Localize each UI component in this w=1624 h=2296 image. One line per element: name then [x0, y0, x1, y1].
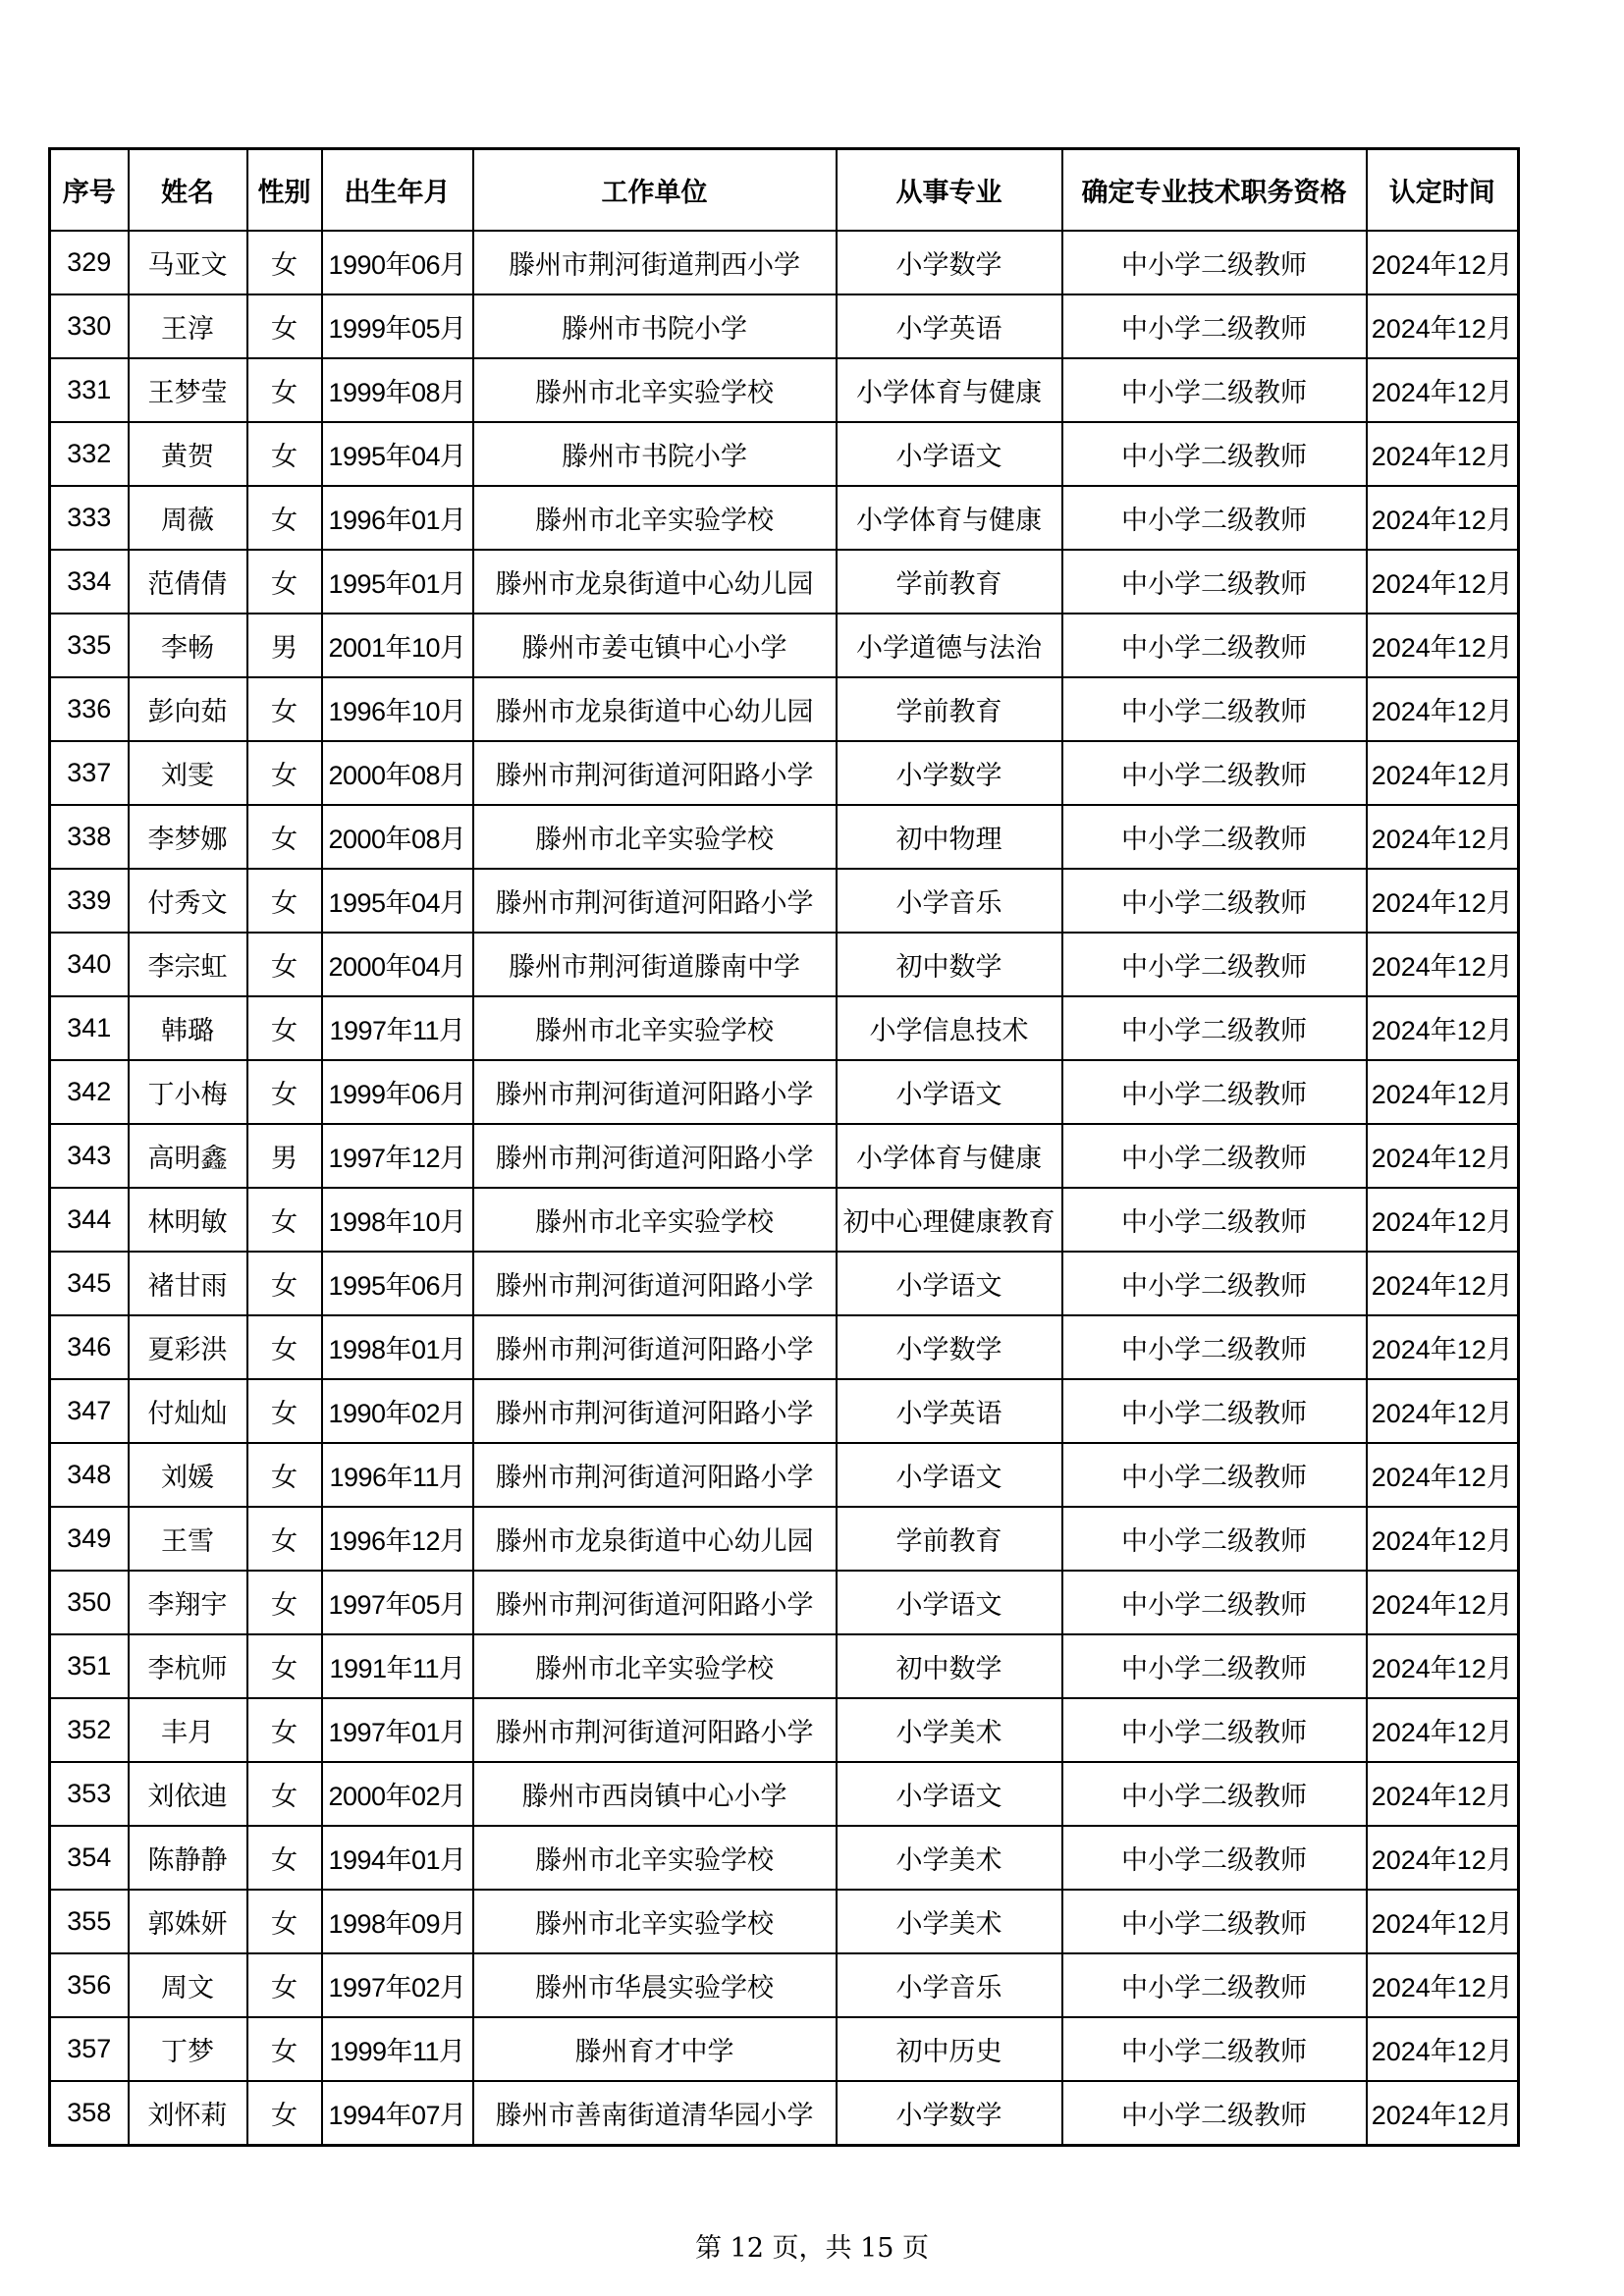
cell-certified-time: 2024年12月 [1367, 1507, 1519, 1571]
cell-certified-time: 2024年12月 [1367, 996, 1519, 1060]
cell-certified-time: 2024年12月 [1367, 1634, 1519, 1698]
cell-gender: 女 [247, 2081, 322, 2146]
cell-serial: 339 [50, 869, 129, 933]
cell-certified-time: 2024年12月 [1367, 614, 1519, 677]
cell-serial: 333 [50, 486, 129, 550]
cell-certified-time: 2024年12月 [1367, 1443, 1519, 1507]
table-row [50, 1188, 1519, 1252]
cell-major: 小学数学 [837, 231, 1062, 294]
cell-major: 初中心理健康教育 [837, 1188, 1062, 1252]
cell-birth-date: 2001年10月 [322, 614, 473, 677]
cell-certified-time: 2024年12月 [1367, 1698, 1519, 1762]
cell-major: 小学体育与健康 [837, 1124, 1062, 1188]
cell-qualification: 中小学二级教师 [1062, 2017, 1367, 2081]
cell-qualification: 中小学二级教师 [1062, 1315, 1367, 1379]
cell-name: 马亚文 [129, 231, 247, 294]
cell-major: 小学信息技术 [837, 996, 1062, 1060]
cell-workplace: 滕州市书院小学 [473, 294, 837, 358]
cell-gender: 女 [247, 1188, 322, 1252]
cell-workplace: 滕州市荆河街道河阳路小学 [473, 1124, 837, 1188]
cell-birth-date: 1990年06月 [322, 231, 473, 294]
table-row [50, 486, 1519, 550]
cell-serial: 356 [50, 1953, 129, 2017]
table-row [50, 231, 1519, 294]
cell-qualification: 中小学二级教师 [1062, 294, 1367, 358]
cell-major: 小学语文 [837, 1571, 1062, 1634]
cell-name: 刘媛 [129, 1443, 247, 1507]
cell-birth-date: 1998年01月 [322, 1315, 473, 1379]
table-row [50, 614, 1519, 677]
cell-major: 学前教育 [837, 1507, 1062, 1571]
cell-qualification: 中小学二级教师 [1062, 741, 1367, 805]
cell-name: 彭向茹 [129, 677, 247, 741]
cell-serial: 337 [50, 741, 129, 805]
cell-certified-time: 2024年12月 [1367, 486, 1519, 550]
cell-name: 王淳 [129, 294, 247, 358]
cell-name: 高明鑫 [129, 1124, 247, 1188]
cell-gender: 女 [247, 805, 322, 869]
cell-birth-date: 1999年05月 [322, 294, 473, 358]
cell-birth-date: 1997年11月 [322, 996, 473, 1060]
cell-qualification: 中小学二级教师 [1062, 1890, 1367, 1953]
cell-gender: 女 [247, 1698, 322, 1762]
cell-qualification: 中小学二级教师 [1062, 1571, 1367, 1634]
table-row [50, 2017, 1519, 2081]
cell-serial: 350 [50, 1571, 129, 1634]
cell-gender: 女 [247, 422, 322, 486]
cell-serial: 357 [50, 2017, 129, 2081]
cell-name: 丁小梅 [129, 1060, 247, 1124]
cell-workplace: 滕州市荆河街道河阳路小学 [473, 1379, 837, 1443]
cell-major: 初中物理 [837, 805, 1062, 869]
cell-workplace: 滕州市荆河街道河阳路小学 [473, 1252, 837, 1315]
cell-major: 小学语文 [837, 1060, 1062, 1124]
cell-gender: 女 [247, 2017, 322, 2081]
cell-serial: 345 [50, 1252, 129, 1315]
cell-birth-date: 2000年08月 [322, 741, 473, 805]
cell-workplace: 滕州市荆河街道河阳路小学 [473, 1698, 837, 1762]
cell-qualification: 中小学二级教师 [1062, 486, 1367, 550]
cell-serial: 338 [50, 805, 129, 869]
cell-name: 刘雯 [129, 741, 247, 805]
cell-qualification: 中小学二级教师 [1062, 358, 1367, 422]
cell-qualification: 中小学二级教师 [1062, 1124, 1367, 1188]
table-row [50, 1571, 1519, 1634]
cell-gender: 女 [247, 677, 322, 741]
cell-serial: 351 [50, 1634, 129, 1698]
cell-qualification: 中小学二级教师 [1062, 2081, 1367, 2146]
cell-workplace: 滕州市荆河街道河阳路小学 [473, 869, 837, 933]
cell-major: 小学语文 [837, 422, 1062, 486]
cell-major: 学前教育 [837, 550, 1062, 614]
cell-serial: 341 [50, 996, 129, 1060]
table-row [50, 294, 1519, 358]
cell-workplace: 滕州育才中学 [473, 2017, 837, 2081]
cell-gender: 女 [247, 1634, 322, 1698]
cell-qualification: 中小学二级教师 [1062, 677, 1367, 741]
cell-gender: 女 [247, 1379, 322, 1443]
cell-major: 小学语文 [837, 1252, 1062, 1315]
cell-name: 丰月 [129, 1698, 247, 1762]
cell-birth-date: 1996年12月 [322, 1507, 473, 1571]
cell-major: 小学道德与法治 [837, 614, 1062, 677]
cell-birth-date: 1990年02月 [322, 1379, 473, 1443]
cell-name: 李梦娜 [129, 805, 247, 869]
cell-gender: 女 [247, 231, 322, 294]
table-row [50, 1443, 1519, 1507]
cell-birth-date: 1995年01月 [322, 550, 473, 614]
table-row [50, 933, 1519, 996]
cell-workplace: 滕州市北辛实验学校 [473, 486, 837, 550]
cell-name: 褚甘雨 [129, 1252, 247, 1315]
cell-major: 初中数学 [837, 933, 1062, 996]
cell-serial: 358 [50, 2081, 129, 2146]
cell-name: 周文 [129, 1953, 247, 2017]
header-row [50, 149, 1519, 232]
table-row [50, 1890, 1519, 1953]
table-row [50, 550, 1519, 614]
cell-birth-date: 1995年04月 [322, 869, 473, 933]
cell-qualification: 中小学二级教师 [1062, 869, 1367, 933]
cell-workplace: 滕州市书院小学 [473, 422, 837, 486]
cell-name: 李翔宇 [129, 1571, 247, 1634]
cell-birth-date: 1994年01月 [322, 1826, 473, 1890]
cell-serial: 332 [50, 422, 129, 486]
cell-certified-time: 2024年12月 [1367, 805, 1519, 869]
cell-gender: 女 [247, 1315, 322, 1379]
cell-name: 刘依迪 [129, 1762, 247, 1826]
table-row [50, 358, 1519, 422]
cell-major: 小学音乐 [837, 869, 1062, 933]
cell-serial: 331 [50, 358, 129, 422]
cell-workplace: 滕州市西岗镇中心小学 [473, 1762, 837, 1826]
cell-workplace: 滕州市北辛实验学校 [473, 1826, 837, 1890]
cell-qualification: 中小学二级教师 [1062, 1953, 1367, 2017]
cell-gender: 女 [247, 869, 322, 933]
cell-qualification: 中小学二级教师 [1062, 614, 1367, 677]
cell-gender: 女 [247, 1443, 322, 1507]
cell-certified-time: 2024年12月 [1367, 2081, 1519, 2146]
cell-name: 黄贺 [129, 422, 247, 486]
cell-workplace: 滕州市荆河街道荆西小学 [473, 231, 837, 294]
cell-workplace: 滕州市龙泉街道中心幼儿园 [473, 1507, 837, 1571]
table-row [50, 677, 1519, 741]
cell-name: 付秀文 [129, 869, 247, 933]
cell-workplace: 滕州市荆河街道河阳路小学 [473, 1060, 837, 1124]
table-row [50, 1826, 1519, 1890]
cell-qualification: 中小学二级教师 [1062, 996, 1367, 1060]
cell-workplace: 滕州市北辛实验学校 [473, 1188, 837, 1252]
cell-major: 初中历史 [837, 2017, 1062, 2081]
cell-gender: 男 [247, 614, 322, 677]
cell-serial: 330 [50, 294, 129, 358]
cell-serial: 334 [50, 550, 129, 614]
cell-birth-date: 1996年11月 [322, 1443, 473, 1507]
cell-certified-time: 2024年12月 [1367, 741, 1519, 805]
cell-birth-date: 1996年10月 [322, 677, 473, 741]
cell-serial: 355 [50, 1890, 129, 1953]
cell-birth-date: 1998年10月 [322, 1188, 473, 1252]
cell-certified-time: 2024年12月 [1367, 677, 1519, 741]
cell-birth-date: 2000年02月 [322, 1762, 473, 1826]
cell-certified-time: 2024年12月 [1367, 1315, 1519, 1379]
cell-certified-time: 2024年12月 [1367, 1060, 1519, 1124]
cell-major: 小学语文 [837, 1443, 1062, 1507]
cell-workplace: 滕州市荆河街道河阳路小学 [473, 741, 837, 805]
cell-qualification: 中小学二级教师 [1062, 1507, 1367, 1571]
cell-workplace: 滕州市姜屯镇中心小学 [473, 614, 837, 677]
cell-major: 小学音乐 [837, 1953, 1062, 2017]
cell-serial: 342 [50, 1060, 129, 1124]
cell-qualification: 中小学二级教师 [1062, 1634, 1367, 1698]
cell-major: 学前教育 [837, 677, 1062, 741]
cell-workplace: 滕州市北辛实验学校 [473, 1890, 837, 1953]
cell-name: 林明敏 [129, 1188, 247, 1252]
header-certified-time: 认定时间 [1367, 149, 1519, 232]
cell-qualification: 中小学二级教师 [1062, 1698, 1367, 1762]
cell-birth-date: 1996年01月 [322, 486, 473, 550]
table-row [50, 869, 1519, 933]
cell-workplace: 滕州市北辛实验学校 [473, 996, 837, 1060]
cell-workplace: 滕州市北辛实验学校 [473, 358, 837, 422]
cell-gender: 女 [247, 1953, 322, 2017]
cell-birth-date: 1995年06月 [322, 1252, 473, 1315]
cell-serial: 346 [50, 1315, 129, 1379]
cell-major: 初中数学 [837, 1634, 1062, 1698]
cell-gender: 女 [247, 1507, 322, 1571]
cell-workplace: 滕州市荆河街道滕南中学 [473, 933, 837, 996]
cell-workplace: 滕州市荆河街道河阳路小学 [473, 1315, 837, 1379]
table-row [50, 1379, 1519, 1443]
cell-workplace: 滕州市荆河街道河阳路小学 [473, 1571, 837, 1634]
page-footer: 第 12 页，共 15 页 [694, 2233, 930, 2264]
cell-certified-time: 2024年12月 [1367, 1188, 1519, 1252]
table-row [50, 2081, 1519, 2146]
cell-major: 小学数学 [837, 2081, 1062, 2146]
cell-name: 夏彩洪 [129, 1315, 247, 1379]
cell-major: 小学数学 [837, 1315, 1062, 1379]
table-row [50, 996, 1519, 1060]
cell-qualification: 中小学二级教师 [1062, 1252, 1367, 1315]
cell-birth-date: 2000年04月 [322, 933, 473, 996]
cell-qualification: 中小学二级教师 [1062, 231, 1367, 294]
cell-certified-time: 2024年12月 [1367, 1762, 1519, 1826]
cell-serial: 353 [50, 1762, 129, 1826]
cell-certified-time: 2024年12月 [1367, 933, 1519, 996]
table-row [50, 1634, 1519, 1698]
cell-birth-date: 1999年06月 [322, 1060, 473, 1124]
cell-certified-time: 2024年12月 [1367, 1890, 1519, 1953]
cell-workplace: 滕州市北辛实验学校 [473, 805, 837, 869]
table-row [50, 1252, 1519, 1315]
cell-birth-date: 1994年07月 [322, 2081, 473, 2146]
cell-name: 李畅 [129, 614, 247, 677]
cell-certified-time: 2024年12月 [1367, 2017, 1519, 2081]
cell-serial: 354 [50, 1826, 129, 1890]
header-qualification: 确定专业技术职务资格 [1062, 149, 1367, 232]
cell-serial: 343 [50, 1124, 129, 1188]
cell-certified-time: 2024年12月 [1367, 1953, 1519, 2017]
cell-qualification: 中小学二级教师 [1062, 1188, 1367, 1252]
cell-name: 刘怀莉 [129, 2081, 247, 2146]
cell-major: 小学体育与健康 [837, 486, 1062, 550]
cell-birth-date: 2000年08月 [322, 805, 473, 869]
cell-major: 小学体育与健康 [837, 358, 1062, 422]
cell-workplace: 滕州市北辛实验学校 [473, 1634, 837, 1698]
cell-serial: 348 [50, 1443, 129, 1507]
header-serial: 序号 [50, 149, 129, 232]
cell-birth-date: 1997年12月 [322, 1124, 473, 1188]
cell-certified-time: 2024年12月 [1367, 1124, 1519, 1188]
table-row [50, 805, 1519, 869]
cell-serial: 344 [50, 1188, 129, 1252]
roster-table [48, 147, 1520, 2147]
cell-major: 小学美术 [837, 1698, 1062, 1762]
cell-gender: 女 [247, 1252, 322, 1315]
cell-major: 小学数学 [837, 741, 1062, 805]
table-row [50, 1507, 1519, 1571]
cell-certified-time: 2024年12月 [1367, 422, 1519, 486]
cell-certified-time: 2024年12月 [1367, 869, 1519, 933]
cell-serial: 340 [50, 933, 129, 996]
cell-qualification: 中小学二级教师 [1062, 1443, 1367, 1507]
header-name: 姓名 [129, 149, 247, 232]
cell-certified-time: 2024年12月 [1367, 358, 1519, 422]
cell-gender: 女 [247, 933, 322, 996]
cell-qualification: 中小学二级教师 [1062, 1379, 1367, 1443]
cell-name: 李杭师 [129, 1634, 247, 1698]
cell-birth-date: 1999年11月 [322, 2017, 473, 2081]
cell-birth-date: 1997年05月 [322, 1571, 473, 1634]
table-row [50, 1953, 1519, 2017]
table-row [50, 1762, 1519, 1826]
cell-name: 周薇 [129, 486, 247, 550]
cell-workplace: 滕州市荆河街道河阳路小学 [473, 1443, 837, 1507]
cell-qualification: 中小学二级教师 [1062, 550, 1367, 614]
cell-name: 韩璐 [129, 996, 247, 1060]
cell-serial: 349 [50, 1507, 129, 1571]
cell-major: 小学英语 [837, 1379, 1062, 1443]
header-workplace: 工作单位 [473, 149, 837, 232]
cell-name: 王雪 [129, 1507, 247, 1571]
cell-gender: 女 [247, 486, 322, 550]
cell-serial: 347 [50, 1379, 129, 1443]
cell-name: 丁梦 [129, 2017, 247, 2081]
cell-name: 范倩倩 [129, 550, 247, 614]
cell-birth-date: 1997年02月 [322, 1953, 473, 2017]
cell-certified-time: 2024年12月 [1367, 1379, 1519, 1443]
cell-qualification: 中小学二级教师 [1062, 933, 1367, 996]
cell-qualification: 中小学二级教师 [1062, 422, 1367, 486]
table-row [50, 1060, 1519, 1124]
cell-certified-time: 2024年12月 [1367, 294, 1519, 358]
cell-certified-time: 2024年12月 [1367, 231, 1519, 294]
cell-birth-date: 1995年04月 [322, 422, 473, 486]
header-gender: 性别 [247, 149, 322, 232]
cell-workplace: 滕州市华晨实验学校 [473, 1953, 837, 2017]
cell-serial: 329 [50, 231, 129, 294]
cell-gender: 女 [247, 1762, 322, 1826]
cell-gender: 女 [247, 1826, 322, 1890]
cell-major: 小学美术 [837, 1890, 1062, 1953]
cell-gender: 男 [247, 1124, 322, 1188]
cell-name: 郭姝妍 [129, 1890, 247, 1953]
table-row [50, 1698, 1519, 1762]
cell-birth-date: 1997年01月 [322, 1698, 473, 1762]
cell-major: 小学美术 [837, 1826, 1062, 1890]
cell-major: 小学英语 [837, 294, 1062, 358]
cell-name: 付灿灿 [129, 1379, 247, 1443]
roster-body [50, 231, 1519, 2146]
cell-name: 王梦莹 [129, 358, 247, 422]
cell-serial: 352 [50, 1698, 129, 1762]
cell-qualification: 中小学二级教师 [1062, 805, 1367, 869]
cell-name: 陈静静 [129, 1826, 247, 1890]
cell-gender: 女 [247, 996, 322, 1060]
header-birth-date: 出生年月 [322, 149, 473, 232]
cell-workplace: 滕州市龙泉街道中心幼儿园 [473, 550, 837, 614]
cell-workplace: 滕州市善南街道清华园小学 [473, 2081, 837, 2146]
cell-gender: 女 [247, 358, 322, 422]
cell-gender: 女 [247, 1571, 322, 1634]
table-row [50, 1124, 1519, 1188]
cell-gender: 女 [247, 741, 322, 805]
cell-certified-time: 2024年12月 [1367, 1252, 1519, 1315]
cell-certified-time: 2024年12月 [1367, 550, 1519, 614]
cell-qualification: 中小学二级教师 [1062, 1762, 1367, 1826]
cell-gender: 女 [247, 294, 322, 358]
cell-certified-time: 2024年12月 [1367, 1826, 1519, 1890]
cell-gender: 女 [247, 1060, 322, 1124]
cell-birth-date: 1999年08月 [322, 358, 473, 422]
table-row [50, 741, 1519, 805]
table-row [50, 422, 1519, 486]
cell-gender: 女 [247, 550, 322, 614]
cell-qualification: 中小学二级教师 [1062, 1060, 1367, 1124]
cell-workplace: 滕州市龙泉街道中心幼儿园 [473, 677, 837, 741]
cell-name: 李宗虹 [129, 933, 247, 996]
cell-qualification: 中小学二级教师 [1062, 1826, 1367, 1890]
cell-major: 小学语文 [837, 1762, 1062, 1826]
cell-gender: 女 [247, 1890, 322, 1953]
cell-birth-date: 1998年09月 [322, 1890, 473, 1953]
header-major: 从事专业 [837, 149, 1062, 232]
cell-certified-time: 2024年12月 [1367, 1571, 1519, 1634]
cell-birth-date: 1991年11月 [322, 1634, 473, 1698]
table-row [50, 1315, 1519, 1379]
cell-serial: 335 [50, 614, 129, 677]
cell-serial: 336 [50, 677, 129, 741]
